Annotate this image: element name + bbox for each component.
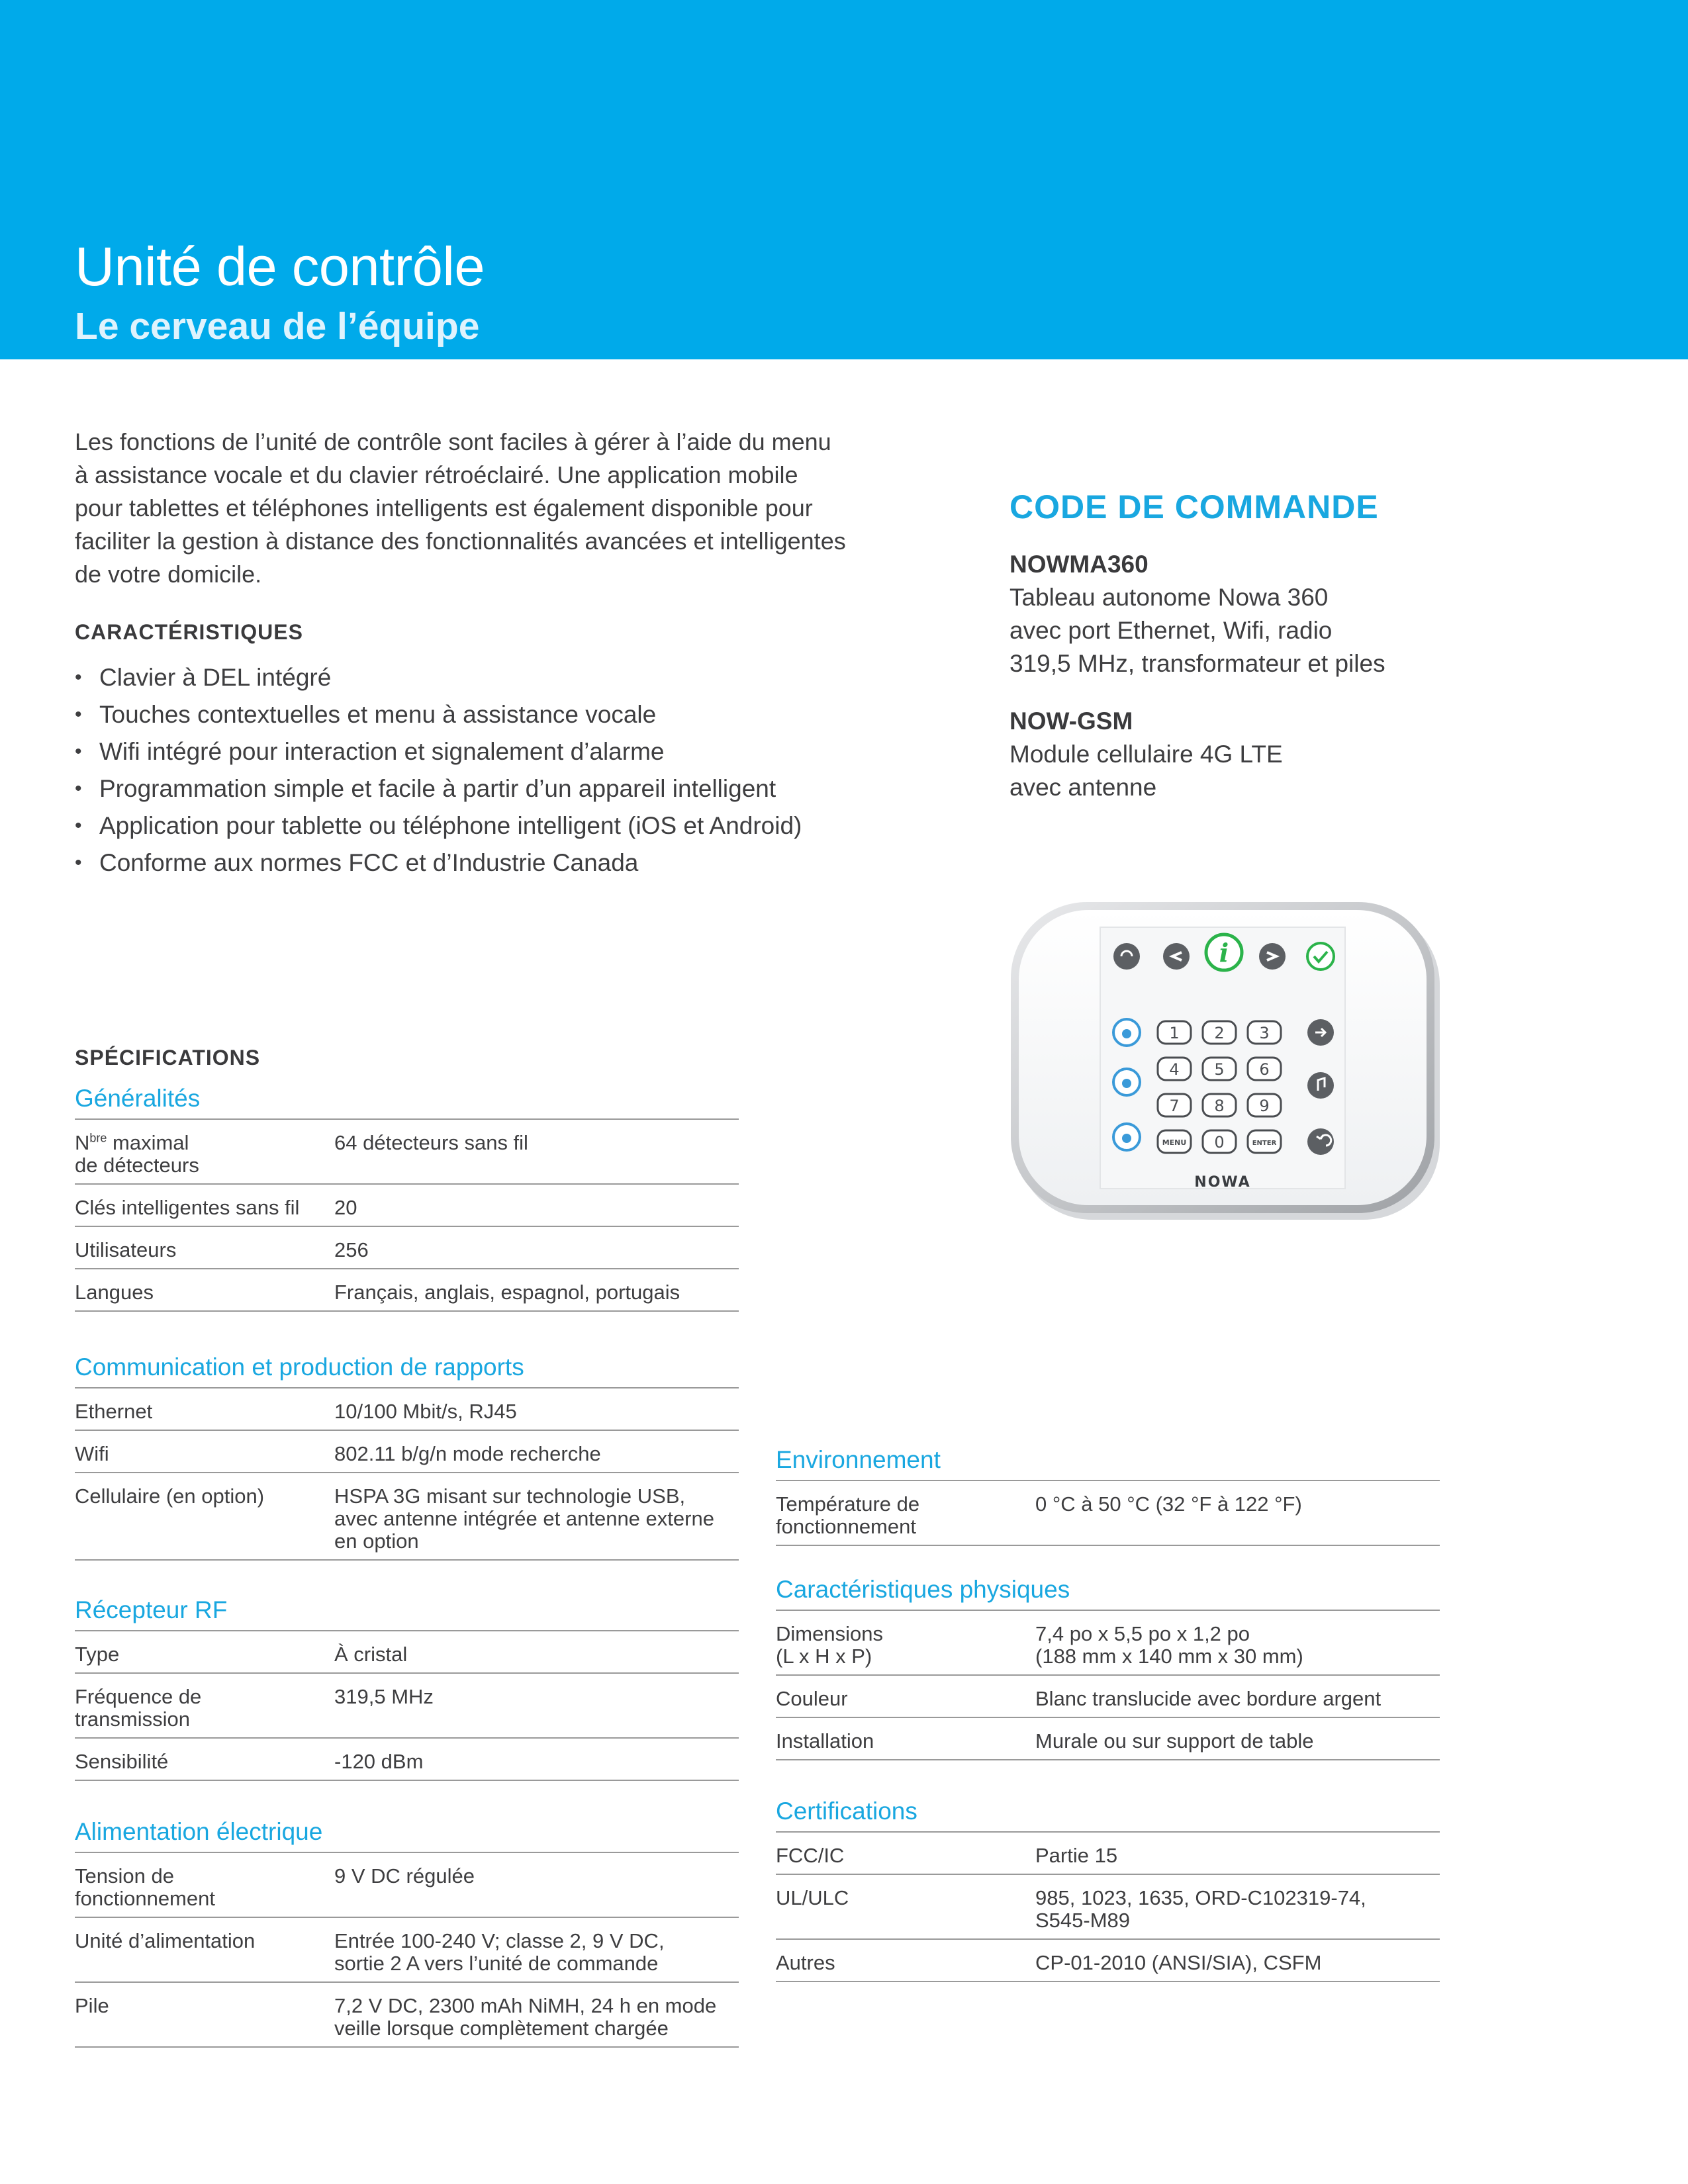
svg-text:i: i (1219, 938, 1229, 968)
feature-item: • Programmation simple et facile à partir d’un appareil intelligent (75, 770, 802, 807)
spec-value: -120 dBm (334, 1750, 424, 1773)
features-heading: CARACTÉRISTIQUES (75, 620, 303, 644)
spec-section-recepteur-rf (75, 1590, 739, 1781)
features-list (75, 659, 802, 882)
spec-key: Autres (776, 1951, 835, 1974)
intro-line: faciliter la gestion à distance des fonctionnalités avancées et intelligentes (75, 527, 846, 555)
intro-line: à assistance vocale et du clavier rétroéclairé. Une application mobile (75, 461, 798, 488)
spec-key: $N^{bre}$ maximal de détecteurs (75, 1131, 199, 1177)
section-title: Certifications (776, 1792, 1440, 1833)
order-code: NOWMA360 (1009, 551, 1149, 578)
back-icon (1163, 943, 1190, 970)
order-desc-line: 319,5 MHz, transformateur et piles (1009, 650, 1385, 677)
intro-line: pour tablettes et téléphones intelligents est également disponible pour (75, 494, 813, 522)
water-drop-icon (1113, 1069, 1140, 1095)
spec-key: Couleur (776, 1687, 848, 1710)
feature-item: • Conforme aux normes FCC et d’Industrie Canada (75, 844, 802, 882)
order-code: NOW-GSM (1009, 707, 1133, 735)
spec-value: 319,5 MHz (334, 1685, 434, 1708)
forward-icon (1307, 1019, 1334, 1046)
spec-key: UL/ULC (776, 1886, 849, 1909)
table-row (75, 1227, 739, 1269)
water-drop-icon (1113, 1019, 1140, 1046)
page-subtitle: Le cerveau de l’équipe (75, 305, 480, 347)
spec-value: 256 (334, 1238, 369, 1261)
table-row (776, 1611, 1440, 1676)
key-label: 2 (1214, 1024, 1225, 1042)
spec-key: Tension de fonctionnement (75, 1864, 215, 1910)
key-label: 9 (1259, 1097, 1270, 1115)
feature-item: • Wifi intégré pour interaction et signalement d’alarme (75, 733, 802, 770)
water-drop-icon (1113, 1124, 1140, 1150)
spec-value: 10/100 Mbit/s, RJ45 (334, 1400, 517, 1423)
spec-value: 7,2 V DC, 2300 mAh NiMH, 24 h en mode veille lorsque complètement chargée (334, 1994, 717, 2040)
spec-value: Entrée 100-240 V; classe 2, 9 V DC, sortie 2 A vers l’unité de commande (334, 1929, 665, 1975)
table-row (75, 1388, 739, 1431)
spec-value: 7,4 po x 5,5 po x 1,2 po (188 mm x 140 mm x 30 mm) (1035, 1622, 1303, 1668)
specs-heading: SPÉCIFICATIONS (75, 1046, 261, 1069)
table-row (776, 1833, 1440, 1875)
key-label: 6 (1259, 1060, 1270, 1079)
voice-icon (1113, 943, 1140, 970)
spec-value: À cristal (334, 1643, 408, 1666)
spec-key: Utilisateurs (75, 1238, 177, 1261)
spec-section-environnement (776, 1440, 1440, 1546)
key-label: 4 (1169, 1060, 1180, 1079)
undo-icon (1307, 1128, 1334, 1155)
spec-key: Sensibilité (75, 1750, 169, 1773)
key-label: 3 (1259, 1024, 1270, 1042)
spec-key: FCC/IC (776, 1844, 845, 1867)
table-row (75, 1674, 739, 1739)
section-title: Communication et production de rapports (75, 1347, 739, 1388)
spec-value: 20 (334, 1196, 357, 1219)
key-label: ENTER (1252, 1140, 1277, 1147)
key-label: 7 (1169, 1097, 1180, 1115)
page-title: Unité de contrôle (75, 236, 485, 297)
spec-key: Dimensions (L x H x P) (776, 1622, 883, 1668)
feature-item: • Clavier à DEL intégré (75, 659, 802, 696)
spec-section-generalites (75, 1079, 739, 1312)
spec-key: Température de fonctionnement (776, 1492, 920, 1538)
table-row (75, 1473, 739, 1561)
check-icon (1307, 943, 1334, 970)
spec-section-certifications (776, 1792, 1440, 1982)
spec-section-physiques (776, 1570, 1440, 1760)
order-desc-line: avec port Ethernet, Wifi, radio (1009, 617, 1333, 644)
spec-value: 802.11 b/g/n mode recherche (334, 1442, 601, 1465)
intro-line: Les fonctions de l’unité de contrôle sont faciles à gérer à l’aide du menu (75, 428, 831, 455)
table-row (776, 1718, 1440, 1760)
table-row (776, 1481, 1440, 1546)
key-label: 0 (1214, 1133, 1225, 1152)
spec-key: Wifi (75, 1442, 109, 1465)
spec-value: 9 V DC régulée (334, 1864, 475, 1888)
feature-item: • Application pour tablette ou téléphone intelligent (iOS et Android) (75, 807, 802, 844)
music-icon (1307, 1072, 1334, 1099)
spec-value: 64 détecteurs sans fil (334, 1131, 528, 1154)
order-item (1009, 548, 1385, 680)
intro-line: de votre domicile. (75, 561, 262, 588)
spec-key: Fréquence de transmission (75, 1685, 202, 1731)
key-label: 8 (1214, 1097, 1225, 1115)
spec-value: 0 °C à 50 °C (32 °F à 122 °F) (1035, 1492, 1302, 1516)
section-title: Caractéristiques physiques (776, 1570, 1440, 1611)
order-desc-line: Module cellulaire 4G LTE (1009, 741, 1283, 768)
table-row (75, 1918, 739, 1983)
spec-key: Type (75, 1643, 120, 1666)
order-desc-line: avec antenne (1009, 774, 1157, 801)
table-row (75, 1983, 739, 2048)
table-row (75, 1739, 739, 1781)
header-banner (0, 0, 1688, 359)
spec-section-alimentation (75, 1812, 739, 2048)
table-row (776, 1875, 1440, 1940)
table-row (75, 1269, 739, 1312)
key-label: 5 (1214, 1060, 1225, 1079)
table-row (776, 1676, 1440, 1718)
section-title: Environnement (776, 1440, 1440, 1481)
section-title: Généralités (75, 1079, 739, 1120)
table-row (75, 1853, 739, 1918)
spec-key: Unité d’alimentation (75, 1929, 256, 1952)
spec-key: Langues (75, 1281, 154, 1304)
table-row (776, 1940, 1440, 1982)
key-label: MENU (1162, 1138, 1187, 1147)
spec-value: Français, anglais, espagnol, portugais (334, 1281, 680, 1304)
section-title: Récepteur RF (75, 1590, 739, 1631)
spec-value: HSPA 3G misant sur technologie USB, avec antenne intégrée et antenne externe en option (334, 1484, 714, 1553)
spec-value: Partie 15 (1035, 1844, 1118, 1867)
spec-value: Blanc translucide avec bordure argent (1035, 1687, 1382, 1710)
spec-section-communication (75, 1347, 739, 1561)
spec-value: Murale ou sur support de table (1035, 1729, 1314, 1752)
spec-value: CP-01-2010 (ANSI/SIA), CSFM (1035, 1951, 1322, 1974)
table-row (75, 1631, 739, 1674)
table-row (75, 1431, 739, 1473)
control-unit-image (1011, 902, 1444, 1226)
spec-key: Pile (75, 1994, 109, 2017)
table-row (75, 1120, 739, 1185)
forward-icon (1259, 943, 1286, 970)
key-label: 1 (1169, 1024, 1180, 1042)
table-row (75, 1185, 739, 1227)
brand-logo: NOWA (1194, 1174, 1251, 1191)
info-icon (1206, 934, 1242, 970)
section-title: Alimentation électrique (75, 1812, 739, 1853)
order-code-heading: CODE DE COMMANDE (1009, 488, 1379, 525)
feature-item: • Touches contextuelles et menu à assistance vocale (75, 696, 802, 733)
spec-value: 985, 1023, 1635, ORD-C102319-74, S545-M89 (1035, 1886, 1366, 1932)
spec-key: Ethernet (75, 1400, 153, 1423)
order-desc-line: Tableau autonome Nowa 360 (1009, 584, 1329, 611)
intro-paragraph (75, 426, 889, 591)
spec-key: Installation (776, 1729, 874, 1752)
spec-key: Clés intelligentes sans fil (75, 1196, 300, 1219)
spec-key: Cellulaire (en option) (75, 1484, 265, 1508)
order-item (1009, 705, 1283, 804)
